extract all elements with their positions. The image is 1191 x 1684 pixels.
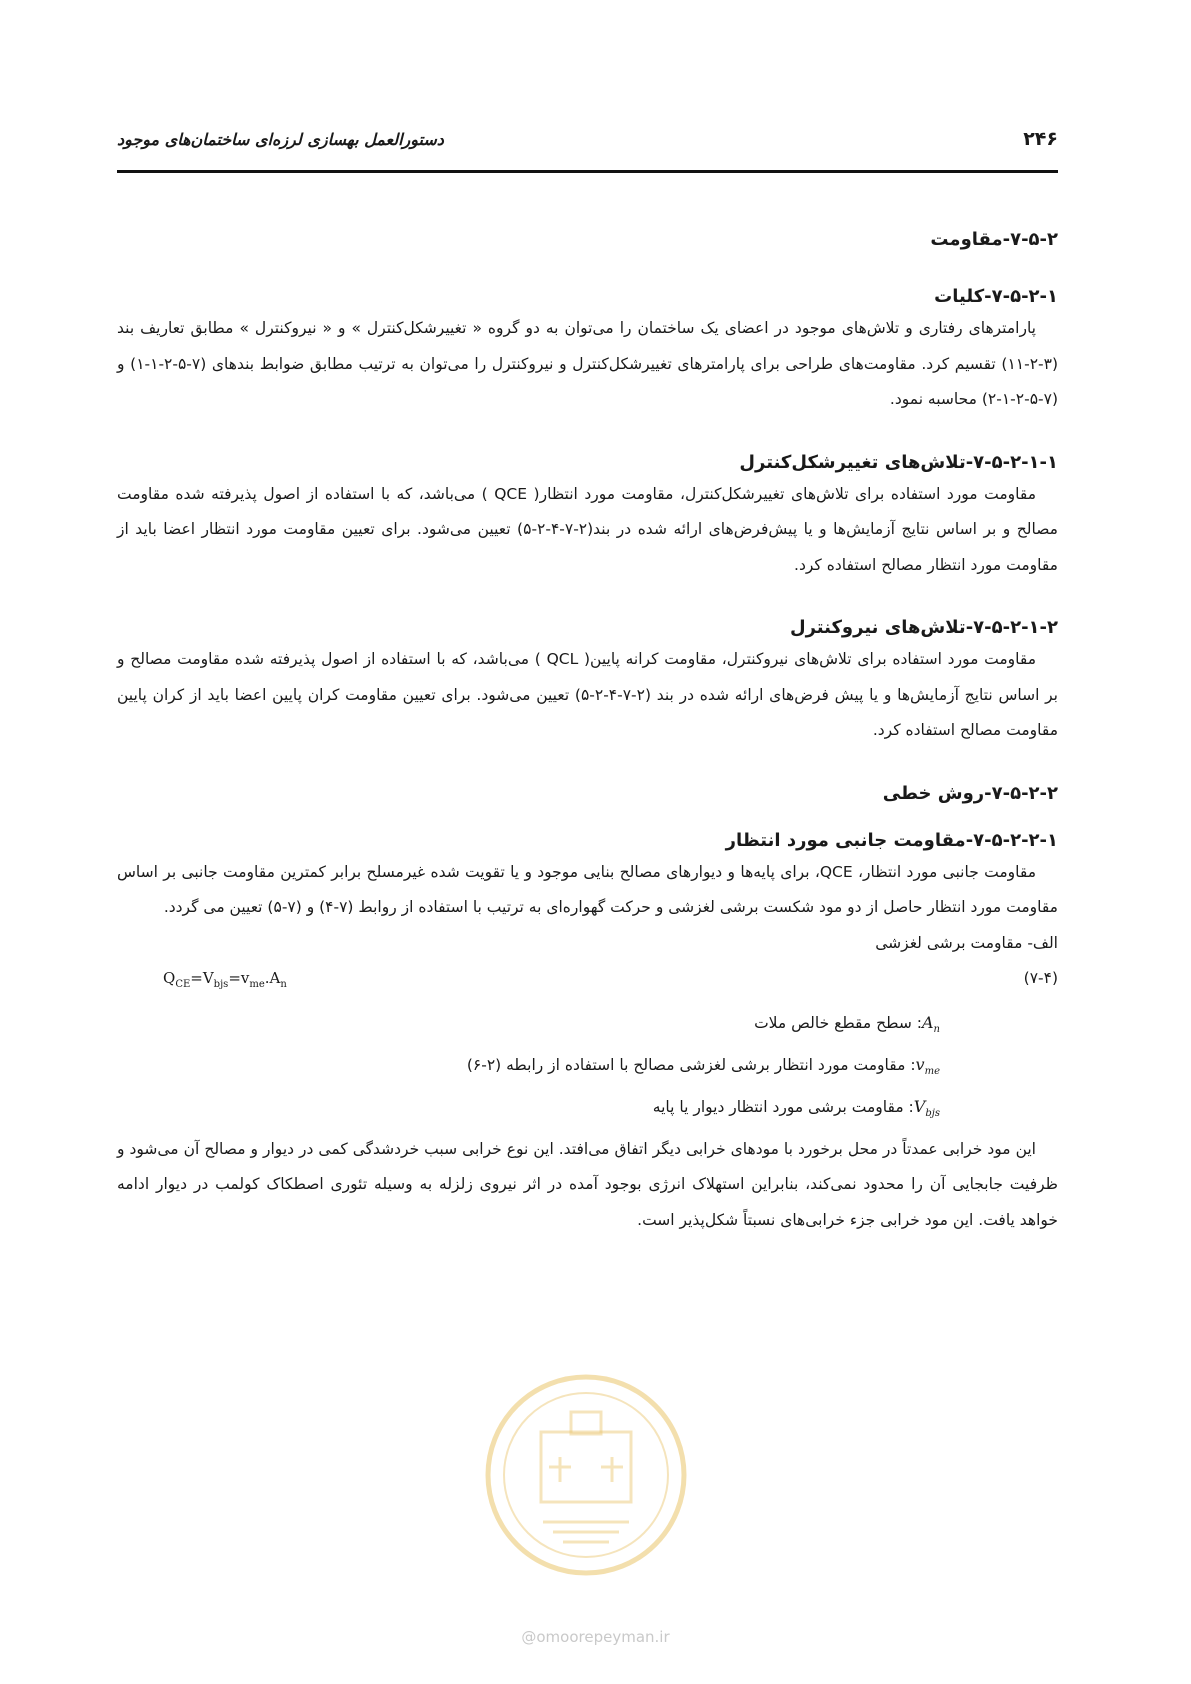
heading-deformation-controlled: ۷-۵-۲-۱-۱-تلاش‌های تغییرشکل‌کنترل — [739, 451, 1058, 473]
paragraph-force-controlled: مقاومت مورد استفاده برای تلاش‌های نیروکنترل، مقاومت کرانه پایین( QCL ) می‌باشد، که با استفاده از اصول پذیرفته شده مقاومت مصالح و بر اساس نتایج آزمایش‌ها و یا پیش فرض‌های ارائه شده در بند (۲-۷-۴-۲-۵) تعیین می‌شود. برای تعیین مقاومت کران پایین اعضا باید از کران پایین مقاومت مصالح استفاده کرد. — [117, 650, 1058, 739]
page-header — [117, 118, 1058, 158]
header-rule — [117, 170, 1058, 173]
equation-row — [117, 961, 1058, 1005]
item-sliding-shear: الف- مقاومت برشی لغزشی — [875, 933, 1058, 952]
variable-an: $A_n$: سطح مقطع خالص ملات — [754, 1013, 940, 1036]
paragraph-deformation-controlled: مقاومت مورد استفاده برای تلاش‌های تغییرشکل‌کنترل، مقاومت مورد انتظار( QCE ) می‌باشد، که با استفاده از اصول پذیرفته شده مقاومت مصالح و بر اساس نتایج آزمایش‌ها و یا پیش‌فرض‌های ارائه شده در بند(۲-۷-۴-۲-۵) تعیین می‌شود. برای تعیین مقاومت مورد انتظار اعضا باید از مقاومت مورد انتظار مصالح استفاده کرد. — [117, 484, 1058, 574]
symbol-vme: $v_{me}$ — [915, 1055, 940, 1078]
heading-resistance: ۷-۵-۲-مقاومت — [930, 229, 1058, 250]
variable-vbjs: $V_{bjs}$: مقاومت برشی مورد انتظار دیوار یا پایه — [652, 1097, 940, 1120]
watermark-seal-icon — [483, 1372, 689, 1578]
variable-definitions — [117, 1005, 1058, 1132]
paragraph-general: پارامترهای رفتاری و تلاش‌های موجود در اعضای یک ساختمان را می‌توان به دو گروه « تغییرشکل‌کنترل » و « نیروکنترل » مطابق تعاریف بند (۳-۲-۱۱) تقسیم کرد. مقاومت‌های طراحی برای پارامترهای تغییرشکل‌کنترل و نیروکنترل را می‌توان به ترتیب مطابق ضوابط بندهای (۷-۵-۲-۱-۱) و (۷-۵-۲-۱-۲) محاسبه نمود. — [117, 319, 1058, 408]
page-body — [117, 185, 1058, 1238]
equation-number: (۷-۴) — [1023, 969, 1058, 987]
heading-force-controlled: ۷-۵-۲-۱-۲-تلاش‌های نیروکنترل — [789, 617, 1058, 638]
running-title: دستورالعمل بهسازی لرزه‌ای ساختمان‌های موجود — [117, 130, 444, 149]
heading-expected-lateral-strength: ۷-۵-۲-۲-۱-مقاومت جانبی مورد انتظار — [725, 829, 1058, 851]
symbol-vbjs: $V_{bjs}$ — [913, 1097, 940, 1120]
paragraph-failure-mode: این مود خرابی عمدتاً در محل برخورد با مودهای خرابی دیگر اتفاق می‌افتد. این نوع خرابی سبب خردشدگی کمی در دیوار و مصالح آن می‌شود و ظرفیت جابجایی آن را محدود نمی‌کند، بنابراین استهلاک انرژی بوجود آمده در اثر نیروی زلزله به وسیله تئوری اصطکاک کولمب در دیوار ادامه خواهد یافت. این مود خرابی جزء خرابی‌های نسبتاً شکل‌پذیر است. — [117, 1139, 1058, 1229]
variable-vme: $v_{me}$: مقاومت مورد انتظار برشی لغزشی مصالح با استفاده از رابطه (۲-۶) — [466, 1055, 940, 1078]
heading-general: ۷-۵-۲-۱-کلیات — [934, 286, 1058, 307]
page-number: ۲۴۶ — [1023, 128, 1058, 150]
watermark-url: @omoorepeyman.ir — [521, 1628, 670, 1646]
equation: $Q_{CE}=V_{bjs}=v_{me}.A_n$ — [163, 969, 287, 990]
paragraph-expected-lateral-strength: مقاومت جانبی مورد انتظار، QCE، برای پایه‌ها و دیوارهای مصالح بنایی موجود و یا تقویت شده غیرمسلح برابر کمترین مقاومت جانبی بر اساس مقاومت مورد انتظار حاصل از دو مود شکست برشی لغزشی و حرکت گهواره‌ای به ترتیب با استفاده از روابط (۷-۴) و (۷-۵) تعیین می گردد. — [117, 862, 1058, 916]
symbol-an: $A_n$ — [921, 1013, 940, 1036]
heading-linear-method: ۷-۵-۲-۲-روش خطی — [882, 782, 1058, 804]
